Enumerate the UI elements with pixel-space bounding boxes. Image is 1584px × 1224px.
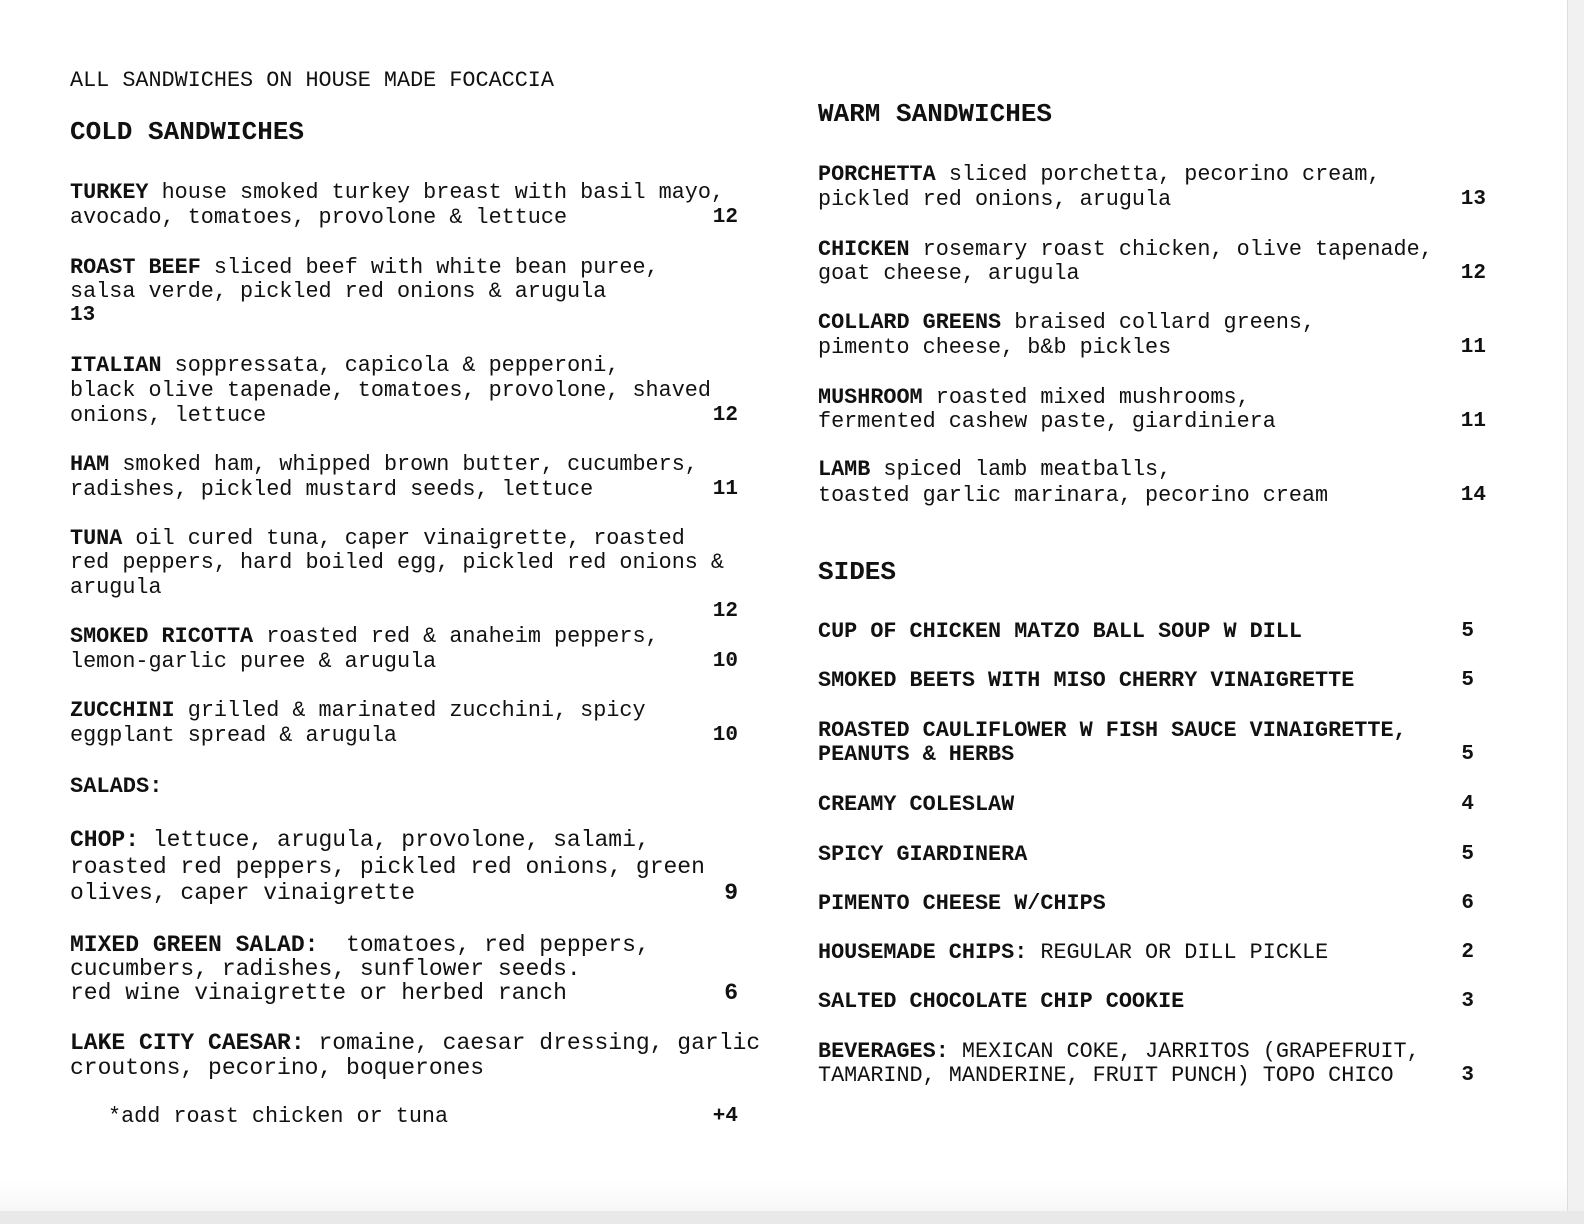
- item-price: 3: [1461, 990, 1474, 1013]
- item-name: TURKEY: [70, 180, 149, 205]
- item-line: [818, 238, 1433, 262]
- item-price: 4: [1461, 793, 1474, 816]
- item-name: CUP OF CHICKEN MATZO BALL SOUP W DILL: [818, 619, 1302, 644]
- item-name: COLLARD GREENS: [818, 310, 1002, 335]
- item-price: 12: [1460, 262, 1486, 285]
- addon-label: *add roast chicken or tuna: [108, 1104, 449, 1129]
- item-description: onions, lettuce: [70, 403, 267, 428]
- item-name: ITALIAN: [70, 353, 162, 378]
- item-name: PORCHETTA: [818, 162, 936, 187]
- item-line: [818, 620, 1302, 644]
- item-line: [70, 453, 698, 477]
- item-line: [70, 625, 659, 649]
- item-description: house smoked turkey breast with basil mayo,: [161, 180, 725, 205]
- item-name: LAMB: [818, 457, 871, 482]
- item-price: 10: [712, 724, 738, 747]
- item-line: [818, 990, 1184, 1014]
- item-line: [818, 843, 1027, 867]
- item-name: HAM: [70, 452, 110, 477]
- page-edge-right: [1567, 0, 1584, 1224]
- addon-price: +4: [712, 1105, 738, 1128]
- item-line: [818, 1040, 1420, 1064]
- item-price: 9: [724, 880, 738, 906]
- item-description: goat cheese, arugula: [818, 261, 1080, 286]
- item-price: 13: [70, 304, 96, 327]
- item-line: [818, 163, 1380, 187]
- item-name: ZUCCHINI: [70, 698, 175, 723]
- item-line: [818, 386, 1250, 410]
- item-line: [818, 743, 1014, 767]
- item-price: 5: [1461, 669, 1474, 692]
- warm-sandwiches-heading: WARM SANDWICHES: [818, 99, 1053, 129]
- item-description: MEXICAN COKE, JARRITOS (GRAPEFRUIT,: [961, 1039, 1420, 1064]
- item-price: 13: [1460, 188, 1486, 211]
- item-price: 5: [1461, 843, 1474, 866]
- item-description: pimento cheese, b&b pickles: [818, 335, 1172, 360]
- item-name: LAKE CITY CAESAR:: [70, 1030, 305, 1056]
- item-description: red wine vinaigrette or herbed ranch: [70, 980, 567, 1006]
- item-line: [70, 181, 724, 205]
- cold-sandwiches-heading: COLD SANDWICHES: [70, 117, 305, 147]
- item-name: ROAST BEEF: [70, 255, 201, 280]
- item-name: PIMENTO CHEESE W/CHIPS: [818, 891, 1106, 916]
- item-description: black olive tapenade, tomatoes, provolone, shaved: [70, 378, 711, 403]
- item-price: 6: [1461, 892, 1474, 915]
- item-name: SMOKED BEETS WITH MISO CHERRY VINAIGRETTE: [818, 668, 1355, 693]
- item-description: olives, caper vinaigrette: [70, 880, 416, 906]
- item-price: 11: [712, 478, 738, 501]
- item-description: spiced lamb meatballs,: [883, 457, 1172, 482]
- item-line: [70, 1031, 760, 1055]
- item-line: [70, 828, 650, 852]
- item-description: braised collard greens,: [1014, 310, 1316, 335]
- item-name: CREAMY COLESLAW: [818, 792, 1015, 817]
- item-description: sliced porchetta, pecorino cream,: [948, 162, 1381, 187]
- item-price: 12: [712, 206, 738, 229]
- item-name: BEVERAGES:: [818, 1039, 949, 1064]
- item-price: 14: [1460, 484, 1486, 507]
- item-description: toasted garlic marinara, pecorino cream: [818, 483, 1329, 508]
- item-description: roasted red & anaheim peppers,: [266, 624, 659, 649]
- item-price: 5: [1461, 743, 1474, 766]
- item-description: roasted mixed mushrooms,: [935, 385, 1250, 410]
- item-description: grilled & marinated zucchini, spicy: [187, 698, 646, 723]
- item-line: [818, 458, 1171, 482]
- item-description: lettuce, arugula, provolone, salami,: [152, 827, 650, 853]
- page-edge-shadow: [0, 1211, 1584, 1224]
- item-line: [818, 719, 1407, 743]
- item-price: 12: [712, 600, 738, 623]
- item-description: red peppers, hard boiled egg, pickled red onions &: [70, 550, 725, 575]
- item-price: 12: [712, 404, 738, 427]
- item-name: SMOKED RICOTTA: [70, 624, 254, 649]
- item-price: 6: [724, 980, 738, 1006]
- item-description: sliced beef with white bean puree,: [213, 255, 659, 280]
- item-description: romaine, caesar dressing, garlic: [318, 1030, 761, 1056]
- item-description: croutons, pecorino, boquerones: [70, 1055, 485, 1081]
- item-price: 2: [1461, 941, 1474, 964]
- salads-heading: SALADS:: [70, 774, 163, 799]
- item-line: [70, 699, 646, 723]
- item-description: lemon-garlic puree & arugula: [70, 649, 437, 674]
- item-line: [818, 669, 1354, 693]
- item-description: arugula: [70, 575, 162, 600]
- item-line: [818, 311, 1315, 335]
- item-name: CHICKEN: [818, 237, 910, 262]
- item-name: SPICY GIARDINERA: [818, 842, 1028, 867]
- item-name: TUNA: [70, 526, 123, 551]
- item-name: CHOP:: [70, 827, 140, 853]
- item-description: cucumbers, radishes, sunflower seeds.: [70, 956, 581, 982]
- item-line: [70, 256, 659, 280]
- item-description: TAMARIND, MANDERINE, FRUIT PUNCH) TOPO CHICO: [818, 1063, 1394, 1088]
- item-name: HOUSEMADE CHIPS:: [818, 940, 1028, 965]
- item-line: [70, 527, 685, 551]
- item-line: [70, 354, 619, 378]
- item-description: REGULAR OR DILL PICKLE: [1040, 940, 1329, 965]
- item-description: radishes, pickled mustard seeds, lettuce: [70, 477, 594, 502]
- item-name: ROASTED CAULIFLOWER W FISH SAUCE VINAIGRETTE,: [818, 718, 1407, 743]
- item-price: 11: [1460, 410, 1486, 433]
- item-name: SALTED CHOCOLATE CHIP COOKIE: [818, 989, 1185, 1014]
- item-description: salsa verde, pickled red onions & arugula: [70, 279, 607, 304]
- item-description: roasted red peppers, pickled red onions, green: [70, 854, 705, 880]
- item-description: oil cured tuna, caper vinaigrette, roasted: [135, 526, 685, 551]
- focaccia-note: ALL SANDWICHES ON HOUSE MADE FOCACCIA: [70, 68, 554, 93]
- item-description: rosemary roast chicken, olive tapenade,: [922, 237, 1433, 262]
- item-line: [70, 933, 650, 957]
- item-description: fermented cashew paste, giardiniera: [818, 409, 1276, 434]
- item-description: tomatoes, red peppers,: [332, 932, 650, 958]
- item-description: pickled red onions, arugula: [818, 187, 1172, 212]
- item-description: eggplant spread & arugula: [70, 723, 398, 748]
- sides-heading: SIDES: [818, 557, 897, 587]
- item-description: avocado, tomatoes, provolone & lettuce: [70, 205, 568, 230]
- item-price: 10: [712, 650, 738, 673]
- item-price: 11: [1460, 336, 1486, 359]
- item-description: smoked ham, whipped brown butter, cucumbers,: [122, 452, 698, 477]
- item-line: [818, 941, 1328, 965]
- item-name-cont: PEANUTS & HERBS: [818, 742, 1015, 767]
- item-name: MIXED GREEN SALAD:: [70, 932, 319, 958]
- item-line: [818, 892, 1106, 916]
- item-price: 3: [1461, 1064, 1474, 1087]
- item-price: 5: [1461, 620, 1474, 643]
- item-line: [818, 793, 1014, 817]
- item-description: soppressata, capicola & pepperoni,: [174, 353, 620, 378]
- item-name: MUSHROOM: [818, 385, 923, 410]
